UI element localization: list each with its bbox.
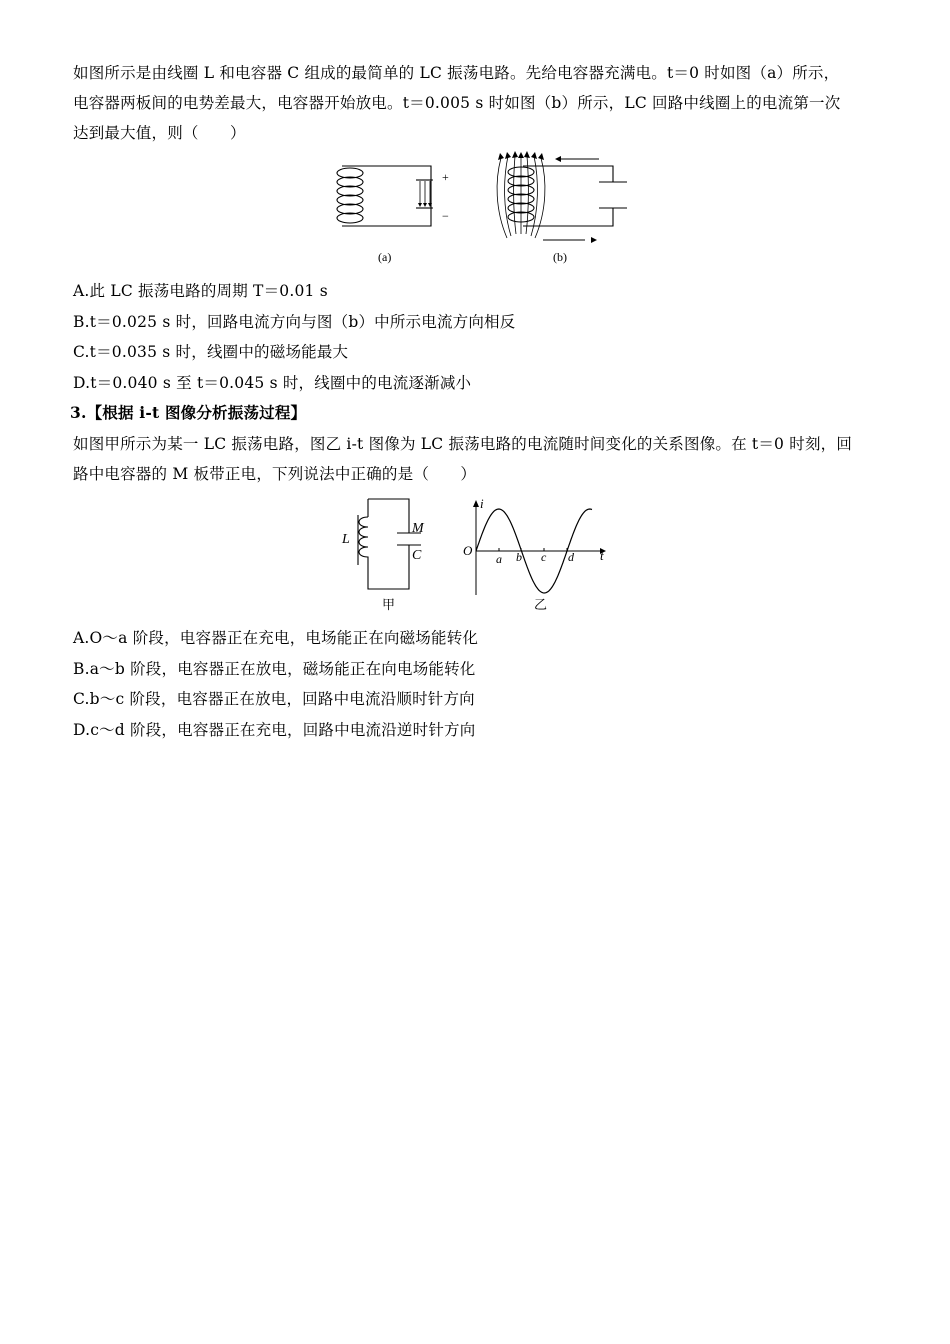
figure-yi-it-graph xyxy=(460,495,610,615)
caption-a: (a) xyxy=(378,250,392,264)
origin-label: O xyxy=(463,543,473,558)
figure-a-circuit xyxy=(330,158,460,263)
q3-option-d: D.c～d 阶段，电容器正在充电，回路中电流沿逆时针方向 xyxy=(73,721,476,739)
plus-sign: + xyxy=(442,170,449,184)
q3-stem-line-2: 路中电容器的 M 板带正电，下列说法中正确的是（ ） xyxy=(73,465,477,483)
tick-b: b xyxy=(516,550,522,564)
q3-heading: 3.【根据 i-t 图像分析振荡过程】 xyxy=(70,403,307,422)
q2-option-d: D.t＝0.040 s 至 t＝0.045 s 时，线圈中的电流逐渐减小 xyxy=(73,374,472,392)
q3-option-c: C.b～c 阶段，电容器正在放电，回路中电流沿顺时针方向 xyxy=(73,690,475,708)
caption-jia: 甲 xyxy=(382,597,396,612)
q3-option-b: B.a～b 阶段，电容器正在放电，磁场能正在向电场能转化 xyxy=(73,660,476,678)
caption-b: (b) xyxy=(553,250,567,264)
tick-a: a xyxy=(496,552,502,566)
q3-option-a: A.O～a 阶段，电容器正在充电，电场能正在向磁场能转化 xyxy=(73,629,479,647)
q2-option-c: C.t＝0.035 s 时，线圈中的磁场能最大 xyxy=(73,343,349,361)
label-C: C xyxy=(412,548,422,563)
axis-t-label: t xyxy=(600,548,604,563)
axis-i-label: i xyxy=(480,496,484,511)
minus-sign: − xyxy=(442,209,449,223)
tick-d: d xyxy=(568,550,574,564)
figure-b-circuit xyxy=(495,150,625,264)
q2-option-b: B.t＝0.025 s 时，回路电流方向与图（b）中所示电流方向相反 xyxy=(73,313,516,331)
tick-c: c xyxy=(541,550,547,564)
q2-option-a: A.此 LC 振荡电路的周期 T＝0.01 s xyxy=(73,282,328,300)
caption-yi: 乙 xyxy=(534,597,548,612)
q3-stem-line-1: 如图甲所示为某一 LC 振荡电路，图乙 i-t 图像为 LC 振荡电路的电流随时间变化的关系图像。在 t＝0 时刻，回 xyxy=(73,435,853,453)
q2-stem-line-3: 达到最大值，则（ ） xyxy=(73,124,246,142)
figure-jia-circuit xyxy=(340,495,440,615)
q2-stem-line-1: 如图所示是由线圈 L 和电容器 C 组成的最简单的 LC 振荡电路。先给电容器充满电。t＝0 时如图（a）所示， xyxy=(73,64,840,82)
label-L: L xyxy=(342,532,350,547)
q2-stem-line-2: 电容器两板间的电势差最大，电容器开始放电。t＝0.005 s 时如图（b）所示，LC 回路中线圈上的电流第一次 xyxy=(73,94,841,112)
label-M: M xyxy=(412,521,424,536)
